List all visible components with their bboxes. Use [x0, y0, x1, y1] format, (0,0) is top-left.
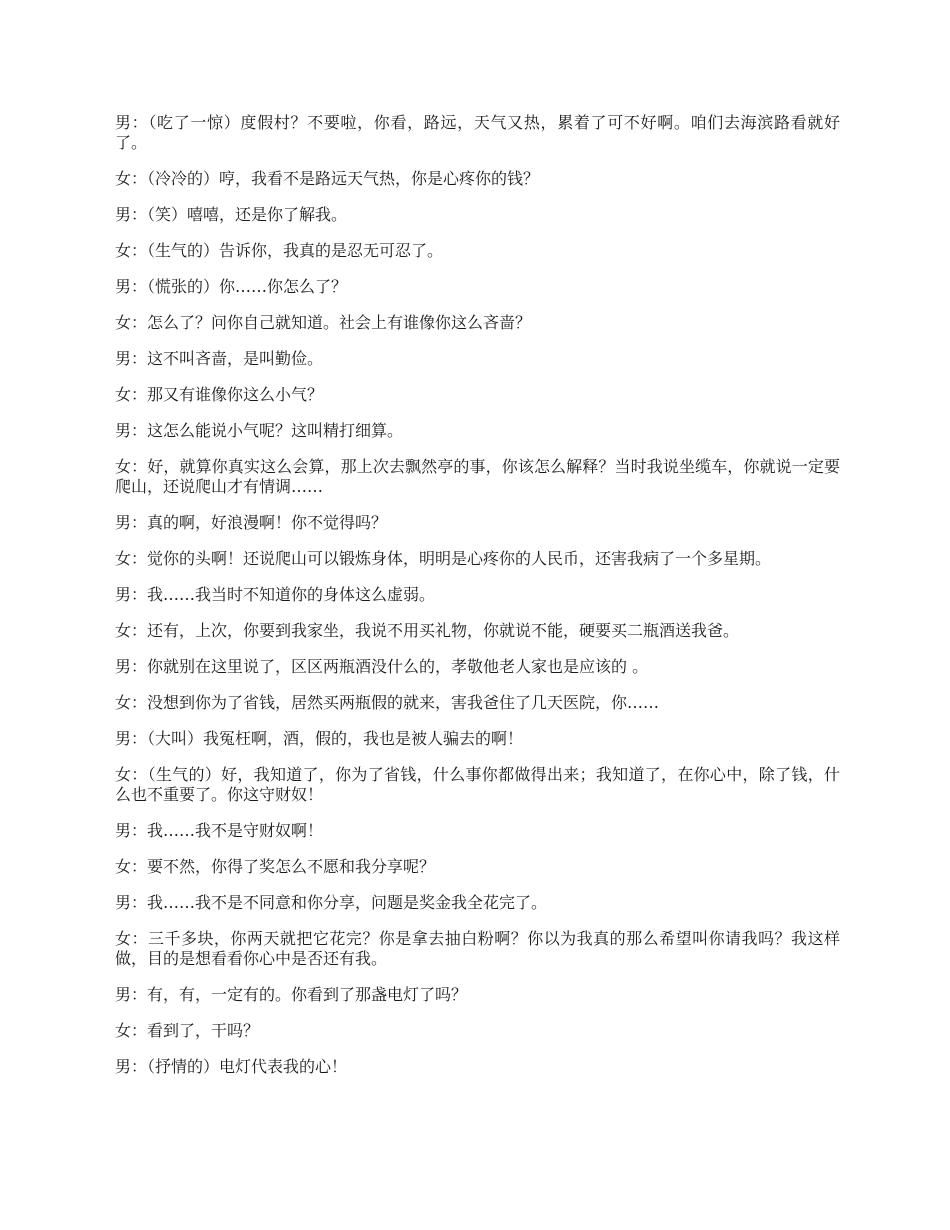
dialogue-line: 男：这怎么能说小气呢？这叫精打细算。 [115, 421, 404, 440]
dialogue-line: 男：我……我不是守财奴啊！ [115, 821, 324, 840]
dialogue-line: 男：我……我当时不知道你的身体这么虚弱。 [115, 585, 436, 604]
dialogue-line: 女：觉你的头啊！还说爬山可以锻炼身体，明明是心疼你的人民币，还害我病了一个多星期。 [115, 549, 772, 568]
dialogue-line: 男：（笑）嘻嘻，还是你了解我。 [115, 205, 348, 224]
dialogue-line: 男：这不叫吝啬，是叫勤俭。 [115, 349, 324, 368]
dialogue-line: 男：（吃了一惊）度假村？不要啦，你看，路远，天气又热，累着了可不好啊。咱们去海滨路看就好了。 [115, 113, 840, 152]
dialogue-line: 男：我……我不是不同意和你分享，问题是奖金我全花完了。 [115, 893, 548, 912]
dialogue-line: 女：那又有谁像你这么小气？ [115, 385, 324, 404]
dialogue-line: 男：真的啊，好浪漫啊！你不觉得吗？ [115, 513, 388, 532]
dialogue-line: 女：好，就算你真实这么会算，那上次去飘然亭的事，你该怎么解释？当时我说坐缆车，你就说一定要爬山，还说爬山才有情调…… [115, 457, 840, 496]
dialogue-line: 女：没想到你为了省钱，居然买两瓶假的就来，害我爸住了几天医院，你…… [115, 693, 660, 712]
document-page [115, 113, 840, 1093]
dialogue-line: 男：有，有，一定有的。你看到了那盏电灯了吗？ [115, 985, 468, 1004]
dialogue-line: 女：怎么了？问你自己就知道。社会上有谁像你这么吝啬？ [115, 313, 532, 332]
dialogue-line: 女：三千多块，你两天就把它花完？你是拿去抽白粉啊？你以为我真的那么希望叫你请我吗？我这样做，目的是想看看你心中是否还有我。 [115, 929, 840, 968]
dialogue-line: 男：（慌张的）你……你怎么了？ [115, 277, 348, 296]
dialogue-line: 女：看到了，干吗？ [115, 1021, 260, 1040]
dialogue-line: 女：要不然，你得了奖怎么不愿和我分享呢？ [115, 857, 436, 876]
dialogue-line: 女：（冷冷的）哼，我看不是路远天气热，你是心疼你的钱？ [115, 169, 540, 188]
dialogue-line: 女：（生气的）好，我知道了，你为了省钱，什么事你都做得出来；我知道了，在你心中，除了钱，什么也不重要了。你这守财奴！ [115, 765, 840, 804]
dialogue-line: 男：（抒情的）电灯代表我的心！ [115, 1057, 348, 1076]
dialogue-line: 女：还有，上次，你要到我家坐，我说不用买礼物，你就说不能，硬要买二瓶酒送我爸。 [115, 621, 740, 640]
dialogue-line: 男：（大叫）我冤枉啊，酒，假的，我也是被人骗去的啊！ [115, 729, 524, 748]
dialogue-line: 女：（生气的）告诉你，我真的是忍无可忍了。 [115, 241, 444, 260]
dialogue-line: 男：你就别在这里说了，区区两瓶酒没什么的，孝敬他老人家也是应该的 。 [115, 657, 649, 676]
